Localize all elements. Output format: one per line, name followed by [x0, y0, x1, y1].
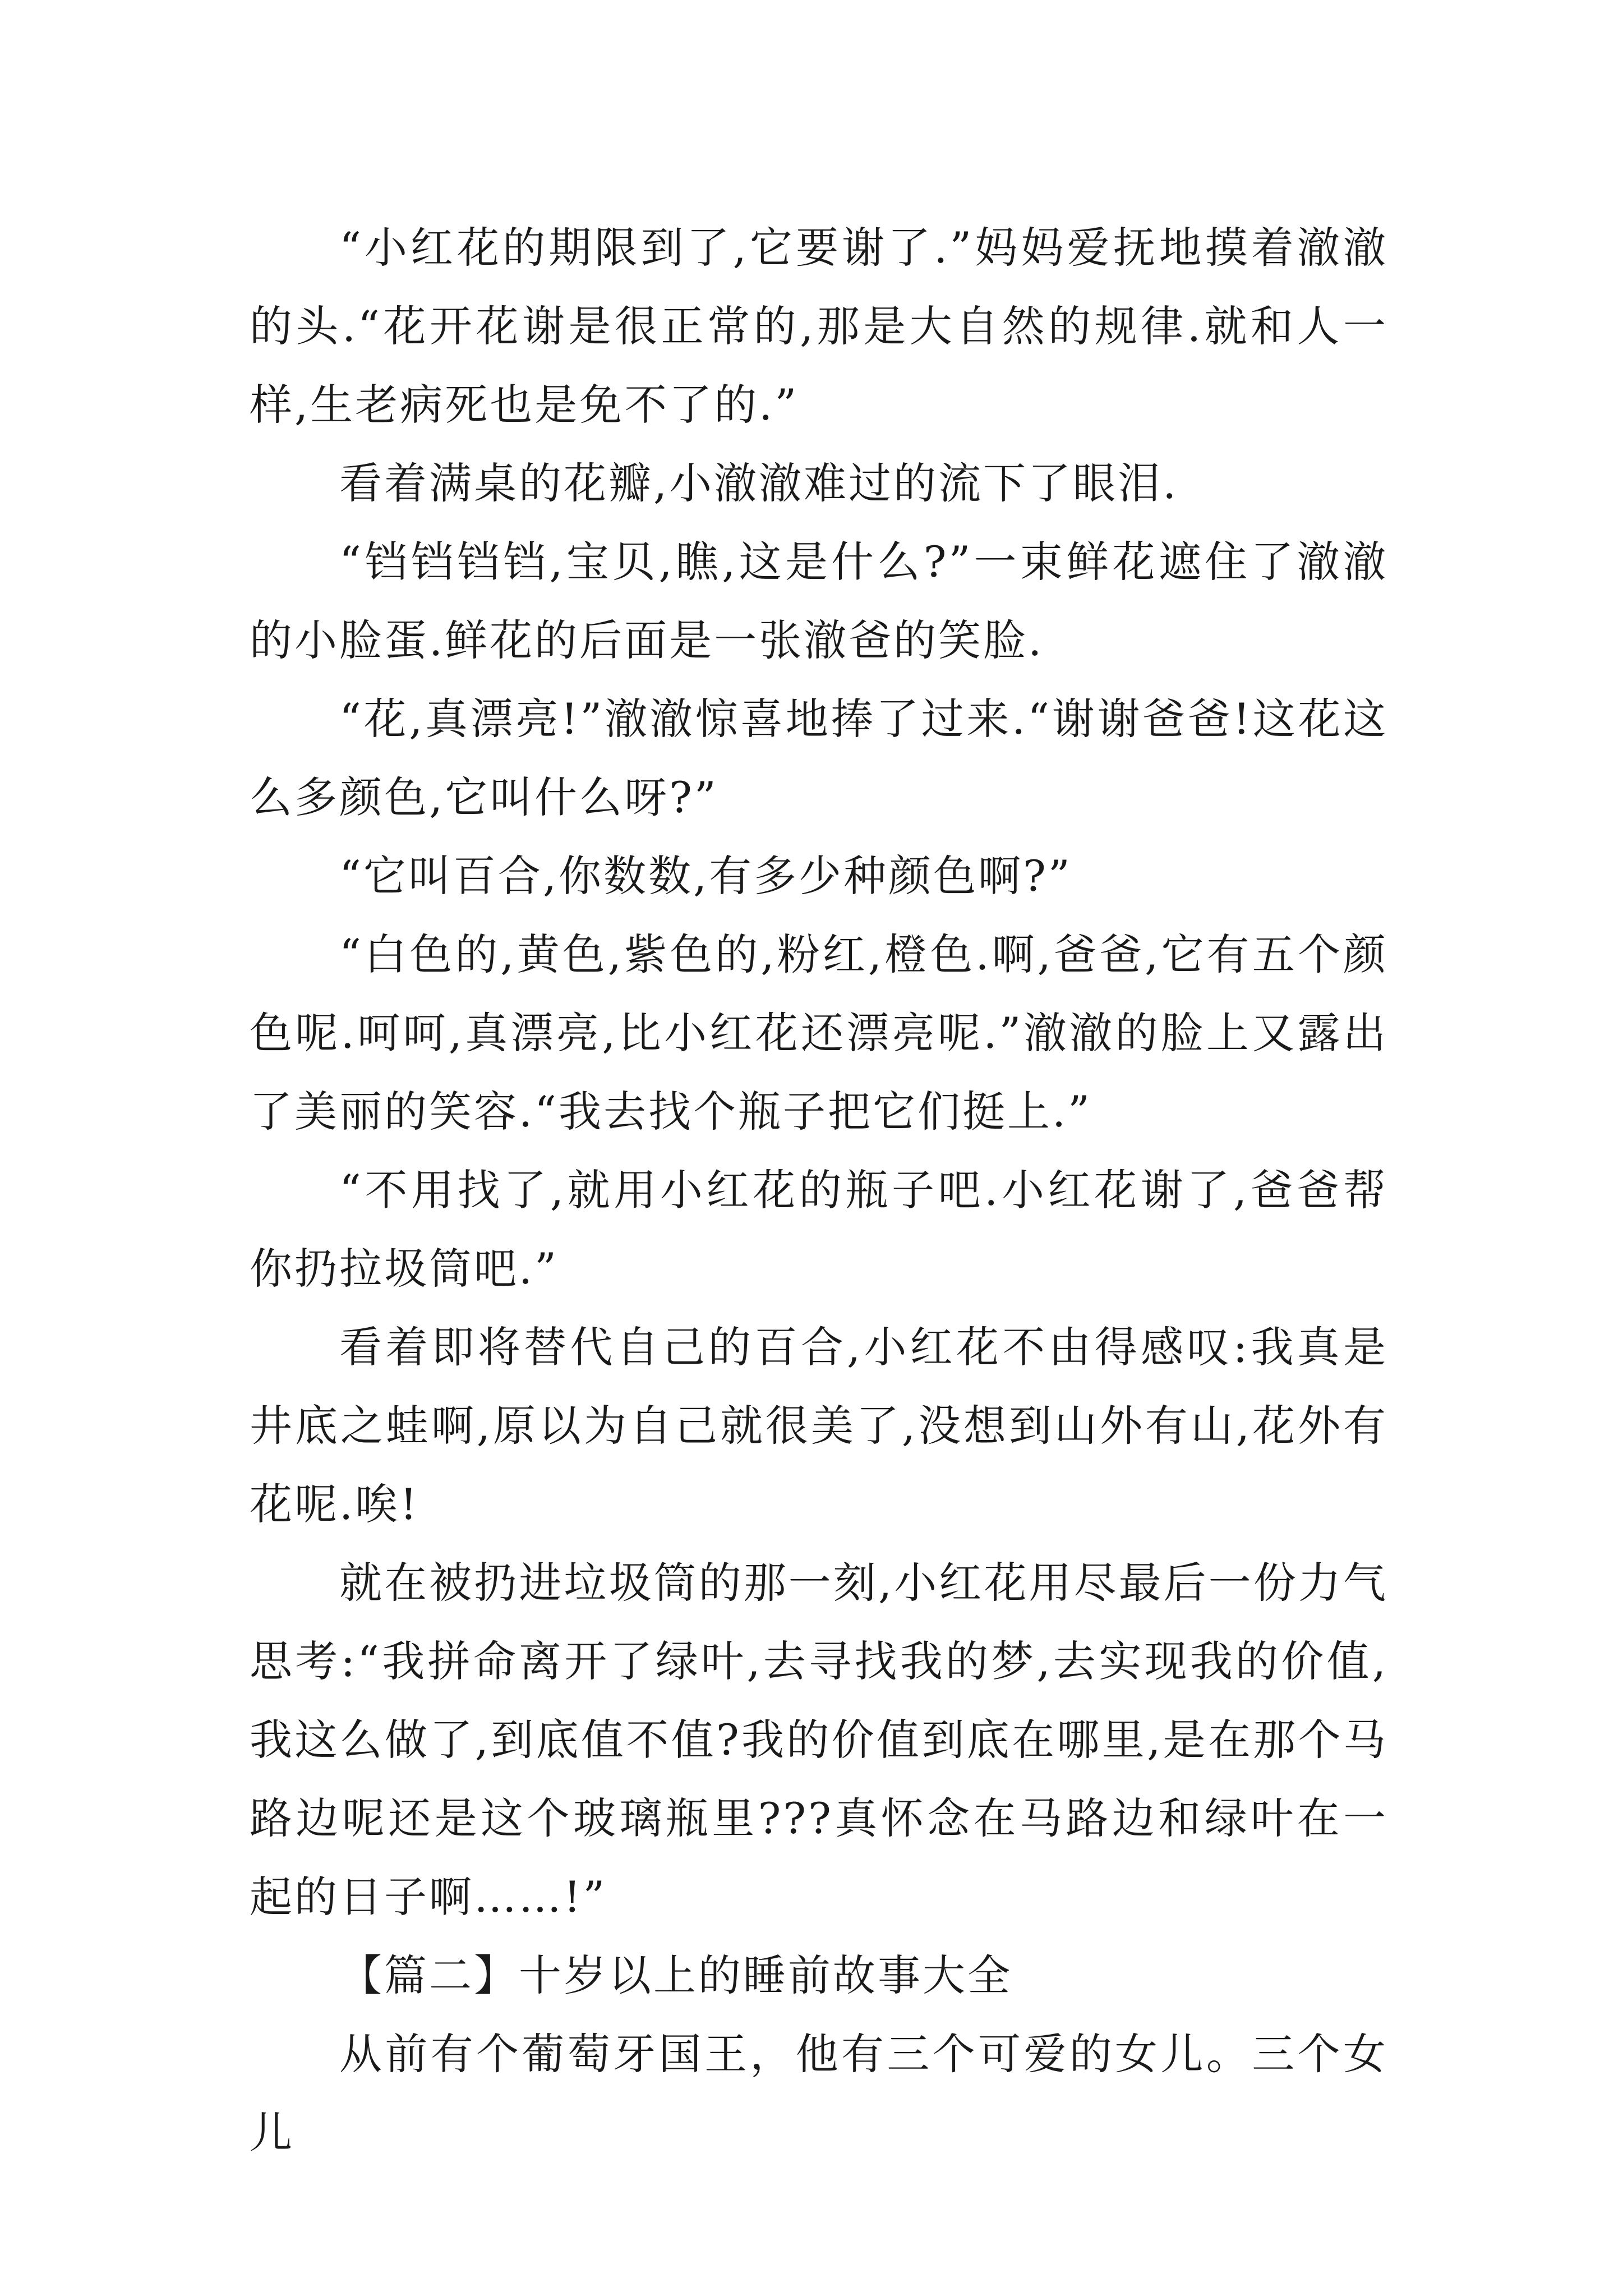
paragraph: “铛铛铛铛,宝贝,瞧,这是什么?”一束鲜花遮住了澈澈的小脸蛋.鲜花的后面是一张澈爸的笑脸. [250, 537, 1388, 665]
paragraph: “花,真漂亮!”澈澈惊喜地捧了过来.“谢谢爸爸!这花这么多颜色,它叫什么呀?” [250, 694, 1388, 822]
paragraph: 看着即将替代自己的百合,小红花不由得感叹:我真是井底之蛙啊,原以为自己就很美了,没想到山外有山,花外有花呢.唉! [250, 1322, 1388, 1529]
paragraph: “不用找了,就用小红花的瓶子吧.小红花谢了,爸爸帮你扔拉圾筒吧.” [250, 1165, 1388, 1294]
paragraph: 就在被扔进垃圾筒的那一刻,小红花用尽最后一份力气思考:“我拼命离开了绿叶,去寻找我的梦,去实现我的价值,我这么做了,到底值不值?我的价值到底在哪里,是在那个马路边呢还是这个玻璃瓶里???真怀念在马路边和绿叶在一起的日子啊……!” [250, 1558, 1388, 1922]
document-body [250, 209, 1388, 2172]
paragraph: “它叫百合,你数数,有多少种颜色啊?” [339, 851, 1072, 901]
paragraph: “白色的,黄色,紫色的,粉红,橙色.啊,爸爸,它有五个颜色呢.呵呵,真漂亮,比小红花还漂亮呢.”澈澈的脸上又露出了美丽的笑容.“我去找个瓶子把它们挺上.” [250, 930, 1388, 1137]
paragraph: “小红花的期限到了,它要谢了.”妈妈爱抚地摸着澈澈的头.“花开花谢是很正常的,那是大自然的规律.就和人一样,生老病死也是免不了的.” [250, 223, 1388, 430]
paragraph: 看着满桌的花瓣,小澈澈难过的流下了眼泪. [339, 458, 1179, 508]
section-heading: 【篇二】十岁以上的睡前故事大全 [339, 1950, 1012, 2000]
paragraph: 从前有个葡萄牙国王，他有三个可爱的女儿。三个女儿 [250, 2029, 1388, 2157]
